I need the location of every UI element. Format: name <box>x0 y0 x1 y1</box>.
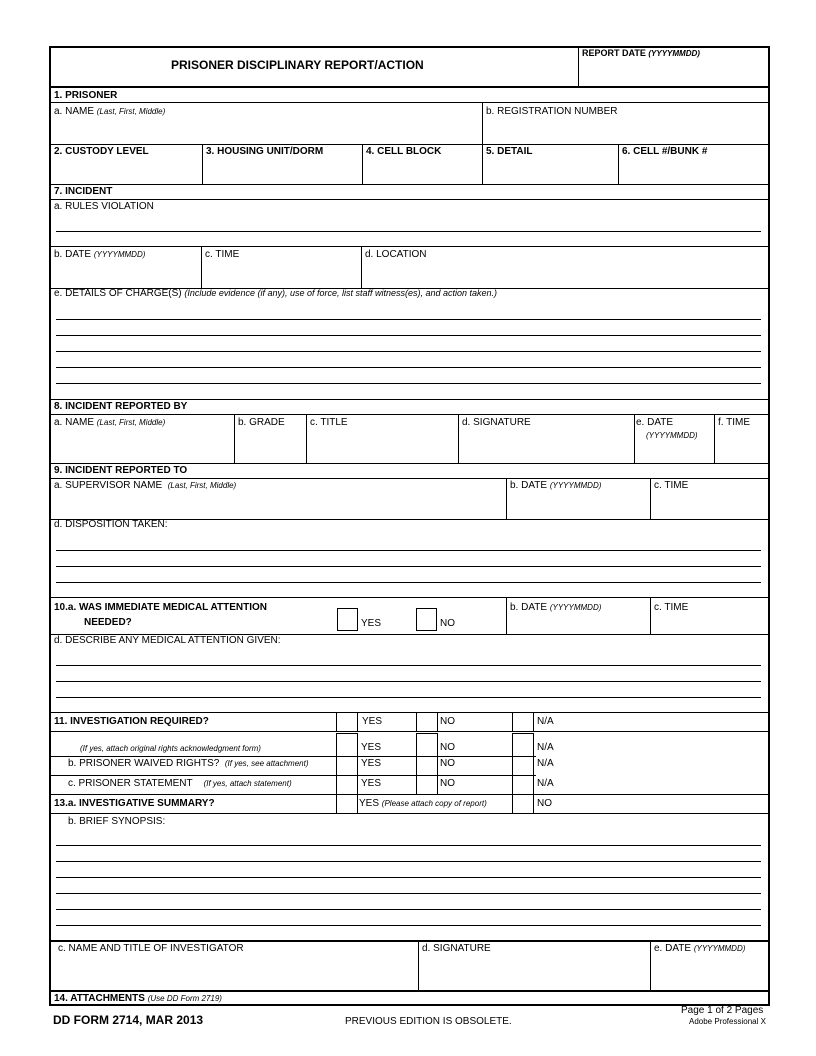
synopsis-line[interactable] <box>56 845 761 846</box>
medical-describe-label: d. DESCRIBE ANY MEDICAL ATTENTION GIVEN: <box>54 635 281 646</box>
cell-bunk-label: 6. CELL #/BUNK # <box>622 146 708 157</box>
statement-na-checkbox[interactable] <box>512 775 534 795</box>
supervisor-date-field[interactable] <box>508 494 648 516</box>
investigator-signature-label: d. SIGNATURE <box>422 943 491 954</box>
incident-date-label: b. DATE (YYYYMMDD) <box>54 249 146 260</box>
details-line[interactable] <box>56 335 761 336</box>
software-note: Adobe Professional X <box>689 1017 766 1026</box>
reporter-title-label: c. TITLE <box>310 417 348 428</box>
medical-no-checkbox[interactable] <box>416 608 437 631</box>
incident-time-label: c. TIME <box>205 249 240 260</box>
waived-na-label: N/A <box>537 758 554 769</box>
waived-rights-question: b. PRISONER WAIVED RIGHTS? (If yes, see attachment) <box>68 758 309 769</box>
obsolete-notice: PREVIOUS EDITION IS OBSOLETE. <box>345 1016 512 1027</box>
statement-yes-checkbox[interactable] <box>336 775 358 795</box>
details-line[interactable] <box>56 319 761 320</box>
rules-violation-line[interactable] <box>56 231 761 232</box>
investigation-required-question: 11. INVESTIGATION REQUIRED? <box>54 716 209 727</box>
details-of-charges-label: e. DETAILS OF CHARGE(S) (Include evidence (if any), use of force, list staff witness(es), and action taken.) <box>54 288 498 299</box>
registration-number-field[interactable] <box>484 119 768 141</box>
statement-na-label: N/A <box>537 778 554 789</box>
medical-attention-question-2: NEEDED? <box>84 617 132 628</box>
medical-date-label: b. DATE (YYYYMMDD) <box>510 602 602 613</box>
medical-yes-label: YES <box>361 618 382 629</box>
housing-unit-label: 3. HOUSING UNIT/DORM <box>206 146 324 157</box>
section-reported-to-heading: 9. INCIDENT REPORTED TO <box>54 465 188 476</box>
medical-attention-question: 10.a. WAS IMMEDIATE MEDICAL ATTENTION <box>54 602 267 613</box>
medical-line[interactable] <box>56 681 761 682</box>
summary-yes-checkbox[interactable] <box>336 794 358 814</box>
rights-ack-yes-label: YES <box>361 742 382 753</box>
detail-label: 5. DETAIL <box>486 146 533 157</box>
disposition-line[interactable] <box>56 566 761 567</box>
disposition-label: d. DISPOSITION TAKEN: <box>54 519 168 530</box>
statement-no-label: NO <box>440 778 455 789</box>
investigation-yes-label: YES <box>362 716 383 727</box>
reporter-date-hint: (YYYYMMDD) <box>646 431 698 440</box>
waived-yes-checkbox[interactable] <box>336 756 358 776</box>
waived-yes-label: YES <box>361 758 382 769</box>
cell-bunk-field[interactable] <box>620 160 768 182</box>
rights-ack-no-label: NO <box>440 742 455 753</box>
supervisor-time-label: c. TIME <box>654 480 689 491</box>
medical-date-field[interactable] <box>508 614 648 632</box>
report-date-field[interactable] <box>580 60 768 84</box>
synopsis-line[interactable] <box>56 893 761 894</box>
reporter-name-label: a. NAME (Last, First, Middle) <box>54 417 166 428</box>
details-line[interactable] <box>56 383 761 384</box>
synopsis-line[interactable] <box>56 877 761 878</box>
investigative-summary-question: 13.a. INVESTIGATIVE SUMMARY? <box>54 798 215 809</box>
investigation-no-checkbox[interactable] <box>416 712 438 732</box>
rights-ack-yes-checkbox[interactable] <box>336 733 358 757</box>
waived-na-checkbox[interactable] <box>512 756 534 776</box>
medical-time-label: c. TIME <box>654 602 689 613</box>
incident-date-field[interactable] <box>52 263 199 285</box>
details-line[interactable] <box>56 367 761 368</box>
housing-unit-field[interactable] <box>204 160 360 182</box>
waived-no-checkbox[interactable] <box>416 756 438 776</box>
investigation-no-label: NO <box>440 716 455 727</box>
reporter-name-field[interactable] <box>52 432 232 460</box>
supervisor-date-label: b. DATE (YYYYMMDD) <box>510 480 602 491</box>
supervisor-name-field[interactable] <box>52 494 504 516</box>
report-date-label: REPORT DATE (YYYYMMDD) <box>582 48 700 58</box>
reporter-time-field[interactable] <box>716 432 768 460</box>
incident-location-label: d. LOCATION <box>365 249 427 260</box>
rights-ack-na-checkbox[interactable] <box>512 733 534 757</box>
reporter-signature-field[interactable] <box>460 432 632 460</box>
investigator-name-field[interactable] <box>52 958 416 988</box>
waived-no-label: NO <box>440 758 455 769</box>
cell-block-label: 4. CELL BLOCK <box>366 146 442 157</box>
rights-ack-no-checkbox[interactable] <box>416 733 438 757</box>
disposition-line[interactable] <box>56 582 761 583</box>
investigator-signature-field[interactable] <box>420 958 648 988</box>
investigation-yes-checkbox[interactable] <box>336 712 358 732</box>
cell-block-field[interactable] <box>364 160 480 182</box>
medical-no-label: NO <box>440 618 455 629</box>
form-id: DD FORM 2714, MAR 2013 <box>53 1013 204 1027</box>
rights-ack-hint: (If yes, attach original rights acknowledgment form) <box>80 744 261 753</box>
statement-yes-label: YES <box>361 778 382 789</box>
investigator-date-label: e. DATE (YYYYMMDD) <box>654 943 746 954</box>
medical-time-field[interactable] <box>652 614 768 632</box>
reporter-signature-label: d. SIGNATURE <box>462 417 531 428</box>
medical-yes-checkbox[interactable] <box>337 608 358 631</box>
prisoner-name-field[interactable] <box>52 119 480 141</box>
supervisor-name-label: a. SUPERVISOR NAME (Last, First, Middle) <box>54 480 237 491</box>
incident-location-field[interactable] <box>363 263 768 285</box>
medical-line[interactable] <box>56 697 761 698</box>
brief-synopsis-label: b. BRIEF SYNOPSIS: <box>68 816 166 827</box>
custody-level-label: 2. CUSTODY LEVEL <box>54 146 149 157</box>
reporter-date-label: e. DATE <box>636 417 674 428</box>
summary-no-checkbox[interactable] <box>512 794 534 814</box>
disposition-line[interactable] <box>56 550 761 551</box>
page-number: Page 1 of 2 Pages <box>681 1005 764 1016</box>
attachments-heading: 14. ATTACHMENTS (Use DD Form 2719) <box>54 993 222 1004</box>
reporter-grade-label: b. GRADE <box>238 417 285 428</box>
summary-no-label: NO <box>537 798 552 809</box>
investigator-name-label: c. NAME AND TITLE OF INVESTIGATOR <box>58 943 244 954</box>
reporter-date-field[interactable] <box>636 444 712 460</box>
statement-no-checkbox[interactable] <box>416 775 438 795</box>
supervisor-time-field[interactable] <box>652 494 768 516</box>
investigation-na-label: N/A <box>537 716 554 727</box>
custody-level-field[interactable] <box>52 160 200 182</box>
reporter-title-field[interactable] <box>308 432 456 460</box>
investigation-na-checkbox[interactable] <box>512 712 534 732</box>
details-line[interactable] <box>56 351 761 352</box>
medical-line[interactable] <box>56 665 761 666</box>
summary-yes-label: YES (Please attach copy of report) <box>359 798 487 809</box>
section-prisoner-heading: 1. PRISONER <box>54 90 118 101</box>
investigator-date-field[interactable] <box>652 958 768 988</box>
form-title: PRISONER DISCIPLINARY REPORT/ACTION <box>171 58 424 72</box>
prisoner-statement-question: c. PRISONER STATEMENT (If yes, attach statement) <box>68 778 292 789</box>
section-incident-heading: 7. INCIDENT <box>54 186 113 197</box>
synopsis-line[interactable] <box>56 909 761 910</box>
synopsis-line[interactable] <box>56 861 761 862</box>
reporter-time-label: f. TIME <box>718 417 751 428</box>
incident-time-field[interactable] <box>203 263 359 285</box>
synopsis-line[interactable] <box>56 925 761 926</box>
rules-violation-label: a. RULES VIOLATION <box>54 201 154 212</box>
reporter-grade-field[interactable] <box>236 432 304 460</box>
section-reported-by-heading: 8. INCIDENT REPORTED BY <box>54 401 188 412</box>
registration-number-label: b. REGISTRATION NUMBER <box>486 106 618 117</box>
detail-field[interactable] <box>484 160 616 182</box>
rights-ack-na-label: N/A <box>537 742 554 753</box>
prisoner-name-label: a. NAME (Last, First, Middle) <box>54 106 166 117</box>
